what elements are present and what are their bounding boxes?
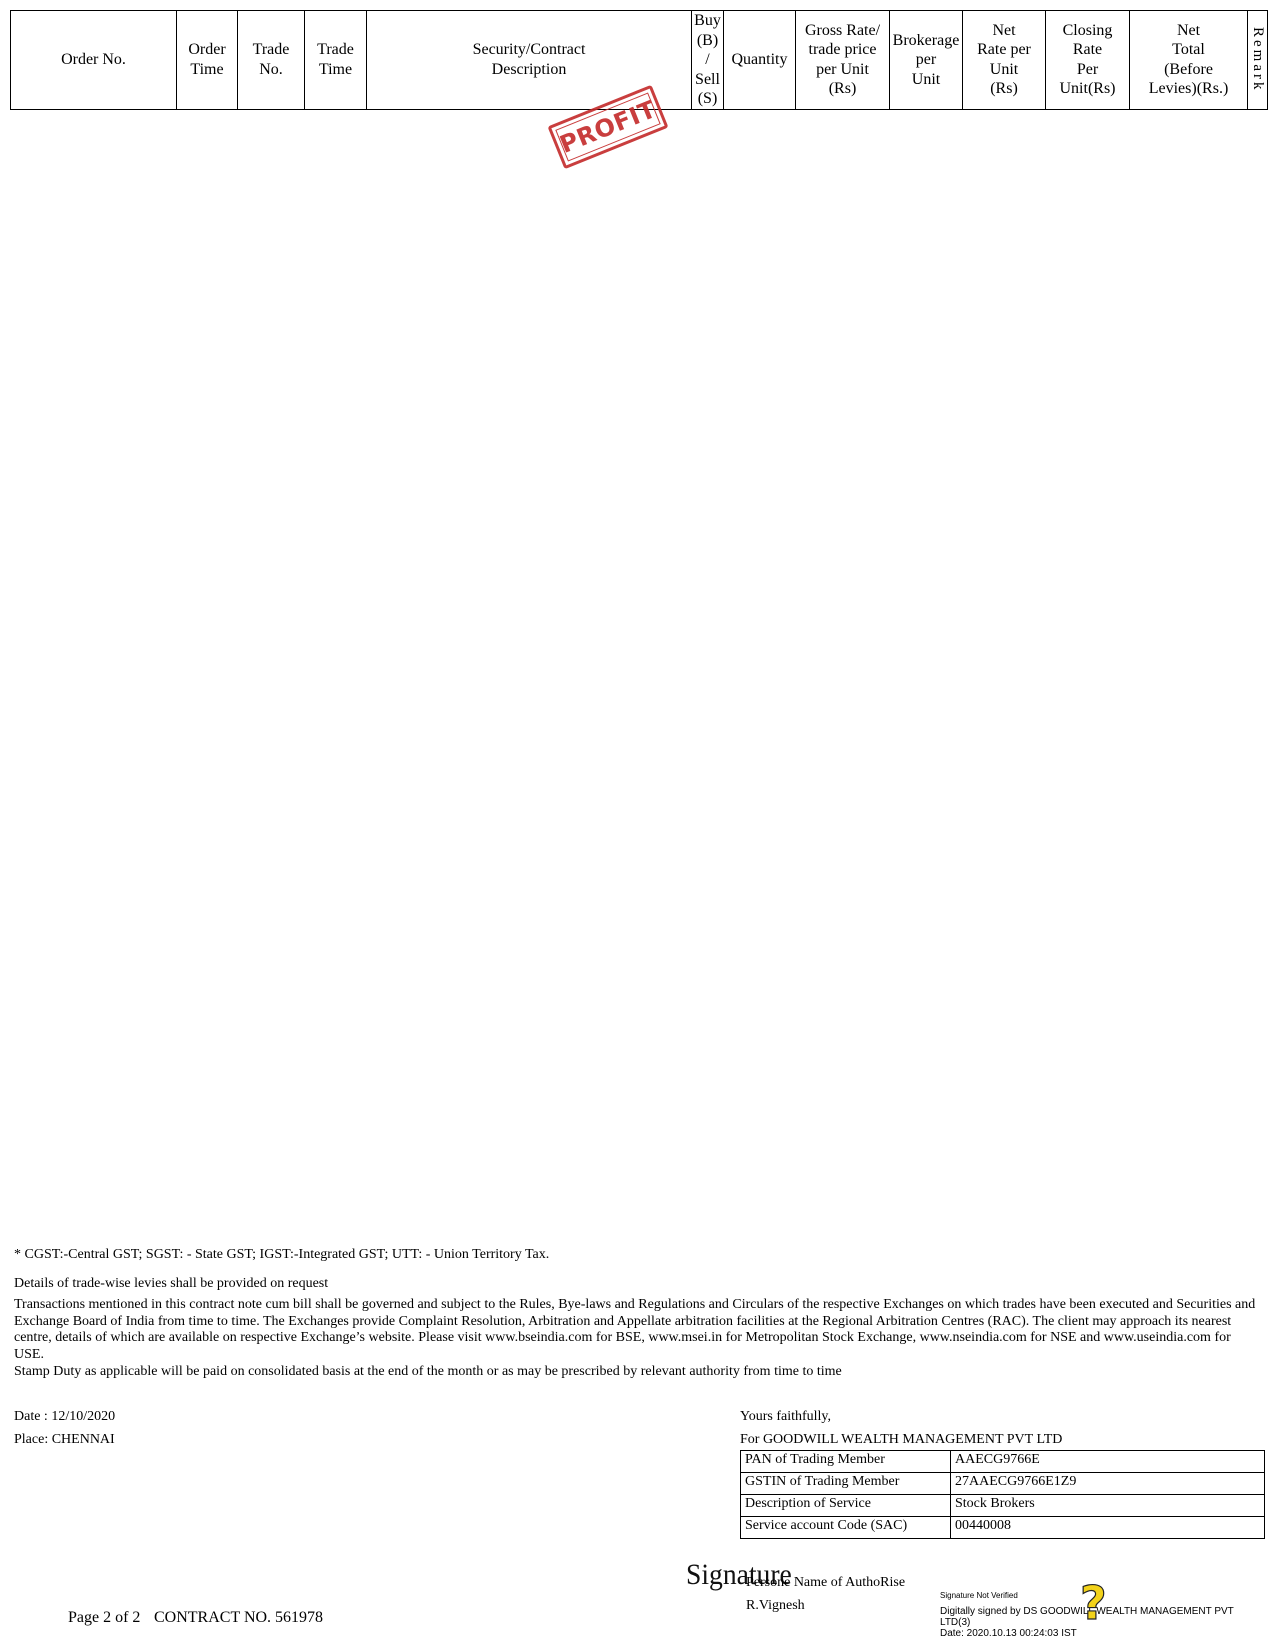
signature-image: Signature bbox=[686, 1558, 792, 1591]
stamp-duty-note: Stamp Duty as applicable will be paid on consolidated basis at the end of the month or as may be prescribed by relevant authority from time to time bbox=[14, 1364, 842, 1379]
authorised-person-name: R.Vignesh bbox=[746, 1598, 805, 1613]
info-value: 00440008 bbox=[951, 1517, 1265, 1539]
levies-note: Details of trade-wise levies shall be provided on request bbox=[14, 1276, 329, 1291]
table-row bbox=[741, 1495, 1265, 1517]
table-row bbox=[741, 1451, 1265, 1473]
info-label: Description of Service bbox=[741, 1495, 951, 1517]
member-info-table bbox=[740, 1450, 1265, 1539]
col-closing-rate: Closing Rate Per Unit(Rs) bbox=[1046, 11, 1130, 110]
col-trade-time: Trade Time bbox=[305, 11, 367, 110]
col-brokerage: Brokerage per Unit bbox=[890, 11, 963, 110]
date-label: Date : 12/10/2020 bbox=[14, 1409, 116, 1424]
question-mark-icon: ? bbox=[1080, 1576, 1107, 1630]
table-row bbox=[741, 1517, 1265, 1539]
col-net-total: Net Total (Before Levies)(Rs.) bbox=[1130, 11, 1248, 110]
info-label: GSTIN of Trading Member bbox=[741, 1473, 951, 1495]
company-name: For GOODWILL WEALTH MANAGEMENT PVT LTD bbox=[740, 1432, 1063, 1447]
col-gross-rate: Gross Rate/ trade price per Unit (Rs) bbox=[796, 11, 890, 110]
profit-stamp: PROFIT bbox=[547, 85, 668, 170]
authorised-person-label: Persone Name of AuthoRise bbox=[746, 1575, 906, 1590]
info-label: PAN of Trading Member bbox=[741, 1451, 951, 1473]
col-net-rate: Net Rate per Unit (Rs) bbox=[963, 11, 1046, 110]
table-row bbox=[741, 1473, 1265, 1495]
info-value: Stock Brokers bbox=[951, 1495, 1265, 1517]
col-remark: Remark bbox=[1248, 11, 1268, 110]
col-buy-sell: Buy (B) / Sell (S) bbox=[692, 11, 724, 110]
contract-number: CONTRACT NO. 561978 bbox=[154, 1609, 324, 1626]
signature-date: Date: 2020.10.13 00:24:03 IST bbox=[940, 1628, 1077, 1639]
transactions-note: Transactions mentioned in this contract note cum bill shall be governed and subject to the Rules, Bye-laws and Regulations and Circulars of the respective Exchanges on which trades have been executed and Securities and Exchange Board of India from time to time. The Exchanges provide Complaint Resolution, Arbitration and Appellate arbitration facilities at the Regional Arbitration Centres (RAC). The client may approach its nearest centre, details of which are available on respective Exchange’s website. Please visit www.bseindia.com for BSE, www.msei.in for Metropolitan Stock Exchange, www.nseindia.com for NSE and www.useindia.com for USE. bbox=[14, 1297, 1256, 1362]
info-value: 27AAECG9766E1Z9 bbox=[951, 1473, 1265, 1495]
info-label: Service account Code (SAC) bbox=[741, 1517, 951, 1539]
info-value: AAECG9766E bbox=[951, 1451, 1265, 1473]
col-order-time: Order Time bbox=[177, 11, 238, 110]
place-label: Place: CHENNAI bbox=[14, 1432, 115, 1447]
page-number: Page 2 of 2 bbox=[68, 1609, 141, 1626]
digital-signer: Digitally signed by DS GOODWILL WEALTH MANAGEMENT PVT LTD(3) bbox=[940, 1606, 1234, 1628]
col-security-description: Security/Contract Description bbox=[367, 11, 692, 110]
gst-note: * CGST:-Central GST; SGST: - State GST; IGST:-Integrated GST; UTT: - Union Territory Tax. bbox=[14, 1247, 550, 1262]
col-trade-no: Trade No. bbox=[238, 11, 305, 110]
signature-status: Signature Not Verified bbox=[940, 1591, 1018, 1600]
closing-salutation: Yours faithfully, bbox=[740, 1409, 832, 1424]
col-order-no: Order No. bbox=[11, 11, 177, 110]
col-quantity: Quantity bbox=[724, 11, 796, 110]
